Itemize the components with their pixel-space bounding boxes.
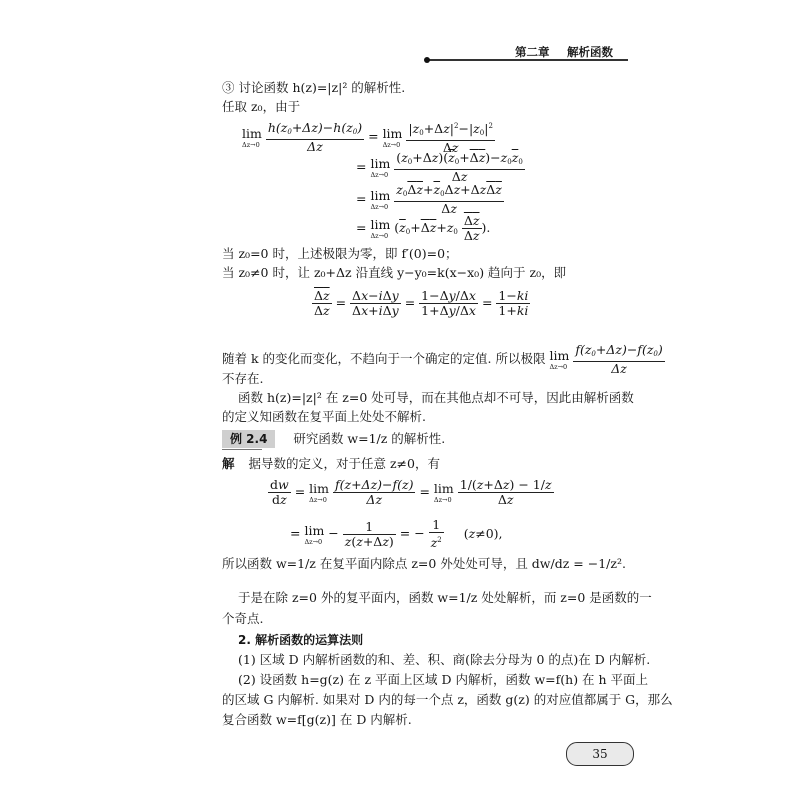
rule-2b — [222, 692, 673, 708]
part3-intro — [222, 99, 300, 115]
solution-intro-text: 据导数的定义，对于任意 z≠0，有 — [248, 456, 440, 471]
case-nonzero-text: 当 z₀≠0 时，让 z₀+Δz 沿直线 y−y₀=k(x−x₀) 趋向于 z₀，即 — [222, 265, 567, 280]
conclusion-text-a: 随着 k 的变化而变化，不趋向于一个确定的定值. 所以极限 — [222, 351, 546, 366]
case-zero — [222, 246, 458, 262]
summary-line-1 — [238, 390, 634, 406]
rule-2c-text: 复合函数 w=f[g(z)] 在 D 内解析. — [222, 712, 412, 727]
summary-text-2: 的定义知函数在复平面上处处不解析. — [222, 409, 426, 424]
derivation-line-2: = lim Δz→0 $\frac{(z_0+\Delta z)(\overline{z}_0+\Delta z)-z_0\overline{z}_0}{\Delta z}$ — [356, 150, 523, 184]
example-rule — [222, 449, 262, 450]
case-nonzero — [222, 265, 566, 281]
rule-1-text: (1) 区域 D 内解析函数的和、差、积、商(除去分母为 0 的点)在 D 内解析. — [238, 652, 651, 667]
part3-heading — [222, 80, 405, 96]
example-derivation-1: $\frac{dw}{dz}$ = lim Δz→0 $\frac{f(z+\Delta z)-f(z)}{\Delta z}$ = lim Δz→0 $\frac{1/(z+\Delta z) - 1/z}{\Delta z}$ — [270, 477, 552, 507]
header-chapter: 第二章 — [515, 45, 550, 59]
rule-2b-text: 的区域 G 内解析. 如果对 D 内的每一个点 z，函数 g(z) 的对应值都属于 G，那么 — [222, 692, 673, 707]
summary-text-1: 函数 h(z)=|z|² 在 z=0 处可导，而在其他点却不可导，因此由解析函数 — [238, 390, 634, 405]
example-result — [222, 556, 626, 572]
example-header — [222, 431, 445, 447]
rule-2a-text: (2) 设函数 h=g(z) 在 z 平面上区域 D 内解析，函数 w=f(h) 在 h 平面上 — [238, 672, 649, 687]
summary-line-2 — [222, 409, 426, 425]
derivation-line-1: lim Δz→0 $\frac{h(z_0+\Delta z)-h(z_0)}{\Delta z}$ = lim Δz→0 $\frac{|z_0+\Delta z|^2-|z_0|^2}{\Delta z}$ — [242, 119, 493, 155]
rule-2a — [238, 672, 648, 688]
page-number-badge — [566, 742, 634, 766]
derivation-line-3: = lim Δz→0 $\frac{z_0\Delta z+\overline{z}_0\Delta z+\Delta z\Delta z}{\Delta z}$ — [356, 182, 502, 216]
rule-1 — [238, 652, 650, 668]
example-final-text-1: 于是在除 z=0 外的复平面内，函数 w=1/z 处处解析，而 z=0 是函数的一 — [238, 590, 652, 605]
example-result-text: 所以函数 w=1/z 在复平面内除点 z=0 外处处可导，且 dw/dz = −1/z². — [222, 556, 626, 571]
page-number: 35 — [592, 747, 608, 761]
conclusion-tail-text: 不存在. — [222, 371, 264, 386]
solution-label: 解 — [222, 456, 235, 471]
ratio-equation: $\frac{\Delta z}{\Delta z}$ = $\frac{\text{Δx−iΔy}}{\text{Δx+iΔy}}$ = $\frac{1-\Delta y/\Delta x}{1+\Delta y/\Delta x}$ = $\frac{1-ki}{1+ki}$ — [314, 288, 529, 318]
example-final-text-2: 个奇点. — [222, 611, 264, 626]
conclusion-line: 随着 k 的变化而变化，不趋向于一个确定的定值. 所以极限 lim Δz→0 $\frac{f(z_0+\Delta z)-f(z_0)}{\Delta z}$ — [222, 342, 663, 376]
example-final-2 — [222, 611, 263, 627]
example-derivation-2: = lim Δz→0 − $\frac{1}{z(z+\Delta z)}$ = − $\frac{1}{z^2}$ (z≠0), — [290, 517, 503, 550]
header-title: 解析函数 — [567, 45, 613, 59]
example-label: 例 2.4 — [222, 430, 275, 448]
solution-intro — [222, 456, 440, 472]
rule-2c — [222, 712, 412, 728]
example-final-1 — [238, 590, 652, 606]
case-zero-text: 当 z₀=0 时，上述极限为零，即 f′(0)=0； — [222, 246, 458, 261]
part3-heading-text: ③ 讨论函数 h(z)=|z|² 的解析性. — [222, 80, 406, 95]
header-rule — [428, 59, 628, 61]
example-statement: 研究函数 w=1/z 的解析性. — [293, 431, 446, 446]
derivation-line-4: = lim Δz→0 ($\overline{z}_0+\Delta z+z_0$ $\frac{\Delta z}{\Delta z}$ ). — [356, 213, 491, 243]
conclusion-tail — [222, 371, 263, 387]
section-2-heading — [238, 632, 363, 648]
section-2-heading-text: 2. 解析函数的运算法则 — [238, 633, 364, 647]
header-bullet — [424, 57, 430, 63]
part3-intro-text: 任取 z₀，由于 — [222, 99, 301, 114]
